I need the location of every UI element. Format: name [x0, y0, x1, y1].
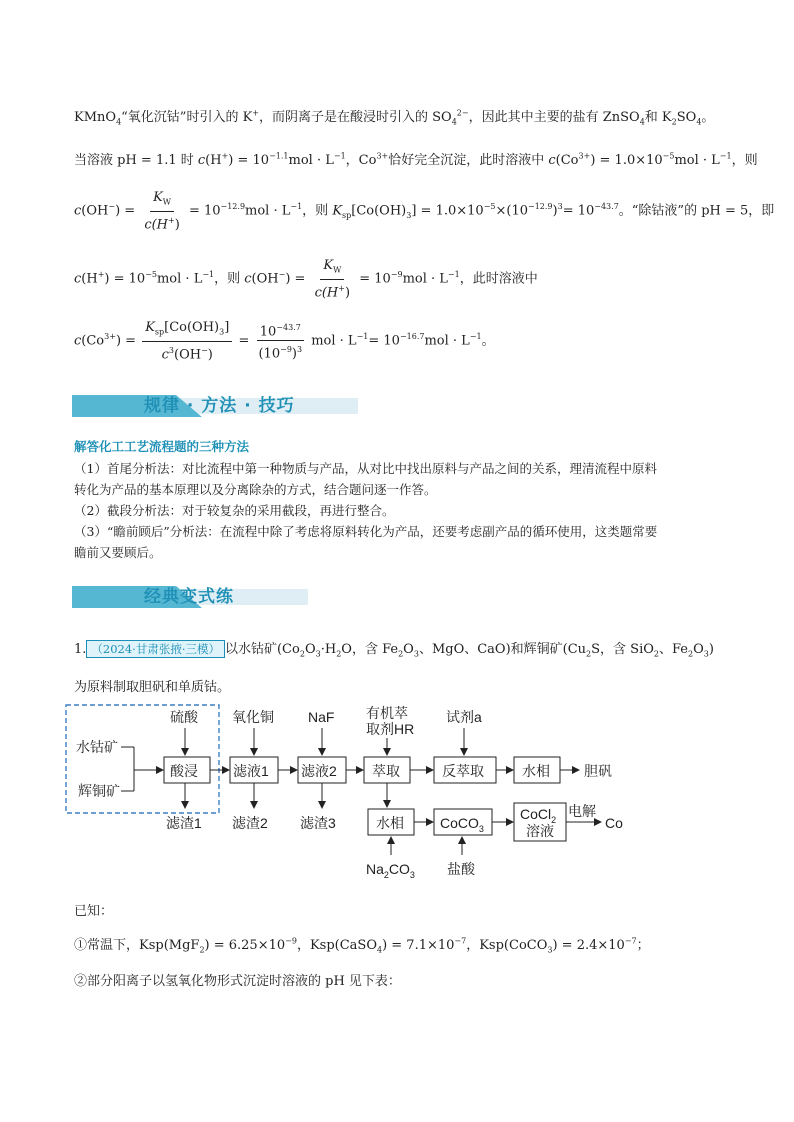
box-aqueous-phase-2: 水相: [376, 815, 404, 831]
reagent-sulfuric-acid: 硫酸: [170, 709, 198, 725]
known-item-1: ①常温下，$Ksp(MgF_2) = 6.25\times 10^{-9}$，Ksp(CaSO$_4$) = $7.1\times 10^{-7}$，Ksp(CoCO$_3$) = $2.4\times 10^{-7}$；: [74, 936, 650, 955]
reagent-hydrochloric-acid: 盐酸: [447, 861, 475, 877]
box-filtrate-2: 滤液2: [301, 763, 337, 779]
method-3-cont: 瞻前又要顾后。: [74, 545, 162, 560]
input-ore-2: 辉铜矿: [78, 783, 120, 799]
numeric-fraction: $\frac{10^{-43.7}}{(10^{-9})^3}$: [255, 320, 305, 362]
residue-2: 滤渣2: [232, 815, 268, 831]
kw-over-cH-fraction: $\frac{K_W}{c(H^+)}$: [144, 190, 180, 232]
source-tag: （2024·甘肃张掖·三模）: [86, 640, 225, 658]
box-acid-leach: 酸浸: [170, 763, 198, 779]
reagent-naf: NaF: [308, 709, 335, 725]
reagent-extractant-1: 有机萃: [366, 705, 408, 721]
label-electrolysis: 电解: [568, 803, 596, 819]
analysis-line-3: c(OH−) = $\frac{K_W}{c(H^+)}$ = $10^{-12.9}mol \cdot L^{-1}$，则 $K_{sp}[Co(OH)_3] = 1.0\times 10^{-5}\times(10^{-12.9})^3= 10^{-43.7}$。“除钴液”的 pH = 5，即: [74, 190, 775, 232]
input-ore-1: 水钴矿: [76, 739, 118, 755]
question-line-1: 1. （2024·甘肃张掖·三模） 以水钴矿($Co_2O_3\cdot H_2O$，含 $Fe_2O_3$、MgO、CaO)和辉铜矿($Cu_2S$，含 SiO$_2$、$Fe_2O_3$): [74, 642, 714, 659]
box-aqueous-phase-1: 水相: [522, 763, 550, 779]
analysis-line-5: $c(Co^{3+})$ = $\frac{K_{sp}[Co(OH)_3]}{c^3(OH^-)}$ = $\frac{10^{-43.7}}{(10^{-9})^3}$ mol · $L^{-1}= 10^{-16.7}mol \cdot L^{-1}$。: [74, 320, 495, 362]
methods-title: 解答化工工艺流程题的三种方法: [74, 439, 250, 454]
box-filtrate-1: 滤液1: [233, 763, 269, 779]
known-item-2: ②部分阳离子以氢氧化物形式沉淀时溶液的 pH 见下表：: [74, 974, 401, 989]
analysis-line-2: 当溶液 pH = 1.1 时 $c(H^+) = 10^{-1.1}mol \cdot L^{-1}$，$Co^{3+}$恰好完全沉淀，此时溶液中 $c(Co^{3+}) = 1.0\times 10^{-5}mol \cdot L^{-1}$，则: [74, 151, 758, 168]
method-2: （2）截段分析法：对于较复杂的采用截段，再进行整合。: [74, 503, 395, 518]
product-blue-vitriol: 胆矾: [584, 763, 612, 779]
analysis-line-4: $c(H^+) = 10^{-5}mol \cdot L^{-1}$，则 c(OH−) = $\frac{K_W}{c(H^+)}$ = $10^{-9}mol \cdot L^{-1}$，此时溶液中: [74, 258, 538, 300]
box-back-extraction: 反萃取: [442, 763, 484, 779]
section-title: 规律 · 方法 · 技巧: [144, 396, 295, 416]
method-1-cont: 转化为产品的基本原理以及分离除杂的方式，结合题问逐一作答。: [74, 482, 437, 497]
reagent-extractant-2: 取剂HR: [366, 721, 415, 737]
section-title: 经典变式练: [144, 587, 234, 607]
reagent-copper-oxide: 氧化铜: [232, 709, 274, 725]
reagent-sodium-carbonate: $Na_2CO_3$: [366, 861, 415, 880]
kw-over-cH-fraction-2: $\frac{K_W}{c(H^+)}$: [314, 258, 351, 300]
ksp-over-c3OH-fraction: $\frac{K_{sp}[Co(OH)_3]}{c^3(OH^-)}$: [142, 320, 232, 362]
method-1: （1）首尾分析法：对比流程中第一种物质与产品，从对比中找出原料与产品之间的关系，理清流程中原料: [74, 461, 657, 476]
section-header-methods: [72, 395, 362, 419]
section-header-practice: [72, 586, 312, 610]
process-flow-diagram: [0, 700, 794, 885]
box-cobalt-carbonate: CoCO$_3$: [440, 815, 484, 834]
box-cocl2-solution: 溶液: [526, 823, 554, 839]
known-title: 已知：: [74, 904, 114, 919]
method-3: （3）“瞻前顾后”分析法：在流程中除了考虑将原料转化为产品，还要考虑副产品的循环使用，这类题常要: [74, 524, 658, 539]
product-cobalt: Co: [605, 815, 623, 831]
reagent-a: 试剂a: [446, 709, 482, 725]
residue-1: 滤渣1: [166, 815, 202, 831]
question-line-2: 为原料制取胆矾和单质钴。: [74, 680, 231, 695]
box-cocl2: CoCl$_2$: [520, 806, 557, 825]
residue-3: 滤渣3: [300, 815, 336, 831]
box-extraction: 萃取: [372, 763, 400, 779]
analysis-line-1: KMnO$_4$“氧化沉钴”时引入的 K+，而阴离子是在酸浸时引入的 $SO_4^{2-}$，因此其中主要的盐有 ZnSO$_4$和 $K_2SO_4$。: [74, 108, 715, 127]
